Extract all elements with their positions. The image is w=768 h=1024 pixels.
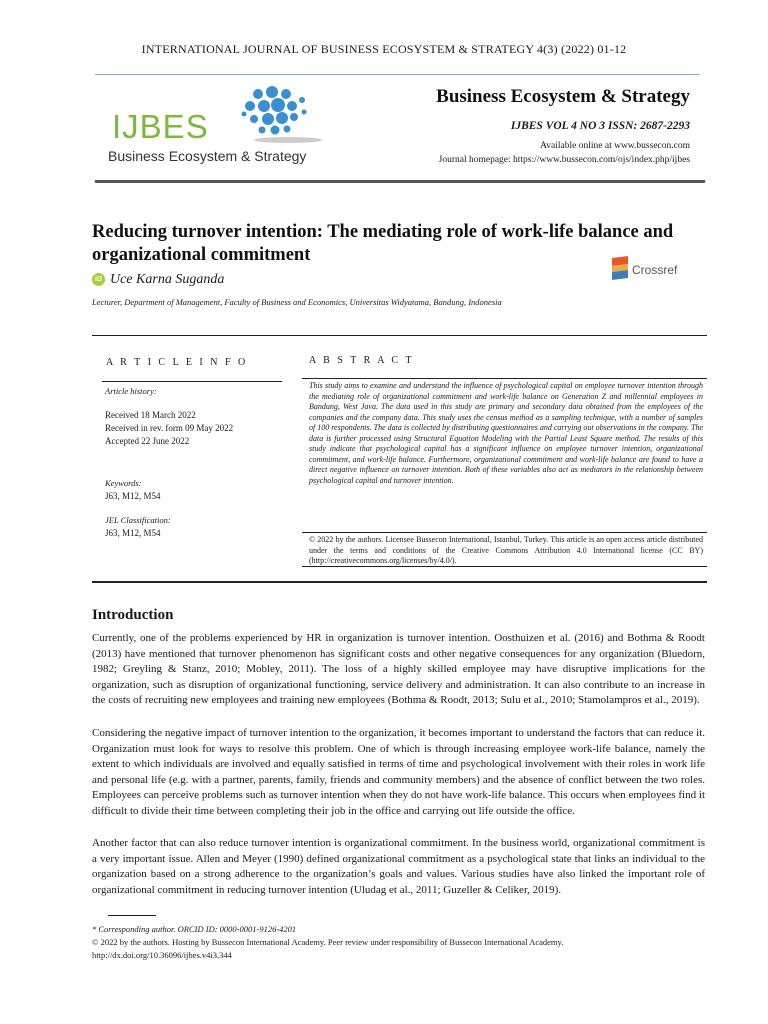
paper-title: Reducing turnover intention: The mediating role of work-life balance and organizational commitment (92, 222, 674, 265)
copyright-note: © 2022 by the authors. Hosting by Bussecon International Academy. Peer review under responsibility of Bussecon International Academy. (92, 937, 564, 947)
article-info-rule (102, 381, 282, 382)
author-name: Uce Karna Suganda (110, 272, 225, 287)
available-online: Available online at www.bussecon.com (540, 141, 690, 151)
journal-running-header: INTERNATIONAL JOURNAL OF BUSINESS ECOSYSTEM & STRATEGY 4(3) (2022) 01-12 (141, 42, 627, 56)
header-thick-divider (95, 180, 705, 183)
license-top-rule (302, 532, 707, 533)
network-globe-icon (228, 84, 324, 146)
corresponding-author-note: * Corresponding author. ORCID ID: 0000-0001-9126-4201 (92, 924, 297, 934)
abstract-body: This study aims to examine and understand the influence of psychological capital on employee turnover intention through the mediating role of organizational commitment and work-life balance on Generation Z and millennial employees in Bandung, West Java. The data used in this study are primary and secondary data obtained from the employees of the companies and the company data. This study uses the census method as a sampling technique, with a number of samples of 100 respondents. The data is collected by distributing questionnaires and carrying out observations in the company. The data is further processed using Structural Equation Modeling with the Partial Least Square method. The results of this study indicate that psychological capital has a significant influence on employee turnover intention, organizational commitment, and work-life balance. Furthermore, organizational commitment and work-life balance are found to have a direct negative influence on turnover intention. Both of these variables also act as mediators in the relationship between psychological capital and turnover intention. (309, 381, 703, 485)
footnote-rule (108, 915, 156, 916)
author-affiliation: Lecturer, Department of Management, Faculty of Business and Economics, Universitas Widyatama, Bandung, Indonesia (92, 297, 502, 307)
keywords-value: J63, M12, M54 (105, 491, 161, 501)
journal-logo-subtitle: Business Ecosystem & Strategy (108, 148, 307, 164)
article-info-heading: A R T I C L E I N F O (106, 357, 248, 368)
doi-link[interactable]: http://dx.doi.org/10.36096/ijbes.v4i3.344 (92, 950, 232, 960)
journal-homepage-link[interactable]: Journal homepage: https://www.bussecon.com/ojs/index.php/ijbes (438, 155, 690, 165)
journal-logo-text: IJBES (112, 108, 209, 145)
received-date: Received 18 March 2022 (105, 410, 196, 420)
intro-paragraph-1: Currently, one of the problems experienced by HR in organization is turnover intention. Oosthuizen et al. (2016) and Bothma & Roodt (2013) have mentioned that turnover phenomenon has significant costs and other negative consequences for any organization (Bluedorn, 1982; Greyling & Stanz, 2010; Mobley, 2011). The loss of a highly skilled employee may have disruptive implications for the organization, such as disruption of organizational functioning, service delivery and administration. It can also contribute to an increase in the costs of recruiting new employees and training new employees (Bothma & Roodt, 2013; Sulu et al., 2010; Stamolampros et al., 2019). (92, 632, 705, 706)
orcid-icon[interactable]: iD (92, 273, 105, 286)
abstract-heading: A B S T R A C T (309, 355, 415, 366)
license-bottom-rule (302, 566, 707, 567)
header-divider (95, 74, 700, 75)
info-top-rule (92, 335, 707, 336)
info-bottom-rule (92, 581, 707, 583)
journal-title: Business Ecosystem & Strategy (436, 86, 690, 107)
intro-paragraph-2: Considering the negative impact of turnover intention to the organization, it becomes important to understand the factors that can reduce it. Organization must look for ways to resolve this problem. One of which is through increasing employee work-life balance, namely the extent to which individuals are involved and equally satisfied in terms of time and psychological involvement with their roles in work life and personal life (e.g. with a partner, parents, family, friends and community members) and the absence of conflict between the two roles. Employees can perceive problems such as turnover intention when they do not have work-life balance. This occurs when employees find it difficult to divide their time between completing their job in the office and carrying out life outside the office. (92, 727, 705, 817)
article-history-label: Article history: (105, 386, 157, 396)
license-text: © 2022 by the authors. Licensee Bussecon International, Istanbul, Turkey. This article is an open access article distributed under the terms and conditions of the Creative Commons Attribution 4.0 International license (CC BY) (http://creativecommons.org/licenses/by/4.0/). (309, 535, 703, 565)
crossref-label[interactable]: Crossref (632, 263, 678, 277)
journal-volume: IJBES VOL 4 NO 3 ISSN: 2687-2293 (510, 120, 690, 132)
keywords-label: Keywords: (105, 478, 142, 488)
revised-date: Received in rev. form 09 May 2022 (105, 423, 234, 433)
intro-paragraph-3: Another factor that can also reduce turnover intention is organizational commitment. In the business world, organizational commitment is a very important issue. Allen and Meyer (1990) defined organizational commitment as a psychological state that links an individual to the organization based on a strong adherence to the organization’s goals and values. Various studies have also linked the important role of organizational commitment in reducing turnover intention (Uludag et al., 2011; Guzeller & Celiker, 2019). (92, 837, 705, 896)
jel-value: J63, M12, M54 (105, 528, 161, 538)
abstract-rule (302, 378, 707, 379)
jel-label: JEL Classification: (105, 515, 171, 525)
accepted-date: Accepted 22 June 2022 (105, 436, 190, 446)
introduction-heading: Introduction (92, 607, 174, 623)
